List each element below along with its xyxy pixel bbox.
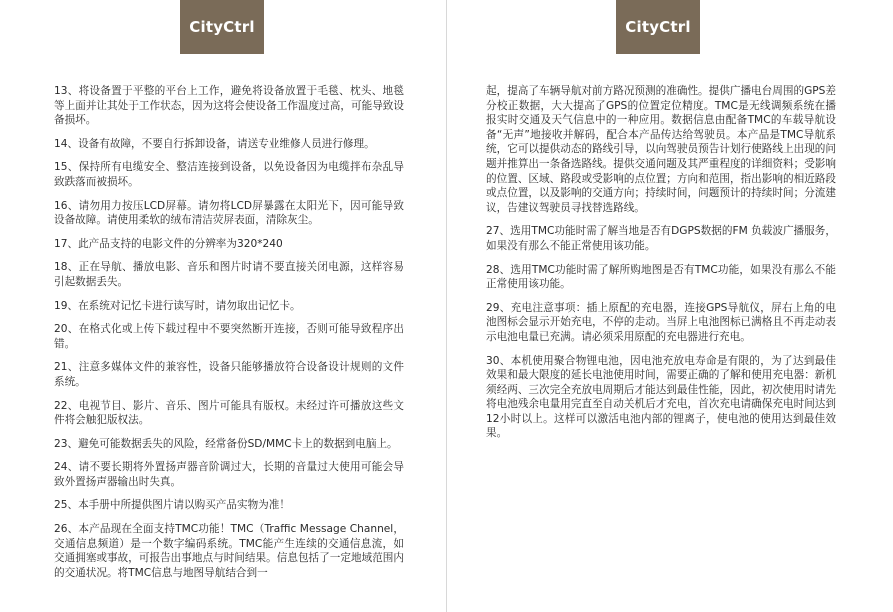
brand-logo-right: [616, 0, 700, 54]
note-26-continued: 起，提高了车辆导航对前方路况预测的准确性。提供广播电台周围的GPS差分校正数据，大大提高了GPS的位置定位精度。TMC是无线调频系统在播报实时交通及天气信息中的一种应用。数据信息由配备TMC的车载导航设备“无声”地接收并解码，配合本产品传达给驾驶员。本产品是TMC导航系统，它可以提供动态的路线引导，以向驾驶员预告计划行使路线上出现的问题并推算出一条备选路线。提供交通问题及其严重程度的详细资料；受影响的位置、区域、路段或受影响的点位置；方向和范围，指出影响的相近路段或点位置，以及影响的交通方向；持续时间，问题预计的持续时间；分流建议，告建议驾驶员寻找替选路线。: [486, 85, 836, 214]
note-23: 23、避免可能数据丢失的风险，经常备份SD/MMC卡上的数据到电脑上。: [54, 437, 398, 450]
page-fold-divider: [446, 0, 447, 612]
note-16: 16、请勿用力按压LCD屏幕。请勿将LCD屏暴露在太阳光下，因可能导致设备故障。请使用柔软的绒布清洁荧屏表面，清除灰尘。: [54, 199, 404, 227]
note-18: 18、正在导航、播放电影、音乐和图片时请不要直接关闭电源，这样容易引起数据丢失。: [54, 261, 404, 288]
note-27: 27、选用TMC功能时需了解当地是否有DGPS数据的FM 负载波广播服务，如果没有那么不能正常使用该功能。: [486, 225, 836, 252]
note-20: 20、在格式化或上传下载过程中不要突然断开连接，否则可能导致程序出错。: [54, 323, 404, 350]
note-26: 26、本产品现在全面支持TMC功能！TMC（Traffic Message Channel，交通信息频道）是一个数字编码系统。TMC能产生连续的交通信息流，如交通拥塞或事故，可报告出事地点与时间结果。信息包括了一定地域范围内的交通状况。将TMC信息与地图导航结合到一: [54, 523, 404, 579]
note-15: 15、保持所有电缆安全、整洁连接到设备，以免设备因为电缆拌布杂乱导致跌落而被损坏。: [54, 161, 404, 188]
note-17: 17、此产品支持的电影文件的分辨率为320*240: [54, 237, 283, 250]
note-22: 22、电视节目、影片、音乐、图片可能具有版权。未经过许可播放这些文件将会触犯版权法。: [54, 399, 404, 427]
note-25: 25、本手册中所提供图片请以购买产品实物为准！: [54, 499, 290, 512]
brand-logo-text: CityCtrl: [189, 18, 255, 36]
note-28: 28、选用TMC功能时需了解所购地图是否有TMC功能，如果没有那么不能正常使用该功能。: [486, 263, 836, 291]
right-page-text: [486, 84, 836, 450]
brand-logo-text: CityCtrl: [625, 18, 691, 36]
note-30: 30、本机使用聚合物锂电池，因电池充放电寿命是有限的，为了达到最佳效果和最大限度的延长电池使用时间，需要正确的了解和使用充电器：新机须经两、三次完全充放电周期后才能达到最佳性能，因此，初次使用时请先将电池残余电量用完直至自动关机后才充电，首次充电请确保充电时间达到12小时以上。这样可以激活电池内部的锂离子，使电池的使用达到最佳效果。: [486, 354, 836, 440]
note-14: 14、设备有故障，不要自行拆卸设备，请送专业维修人员进行修理。: [54, 137, 375, 150]
note-21: 21、注意多媒体文件的兼容性，设备只能够播放符合设备设计规则的文件系统。: [54, 361, 404, 388]
left-page-text: [54, 84, 404, 580]
note-24: 24、请不要长期将外置扬声器音阶调过大，长期的音量过大使用可能会导致外置扬声器输出时失真。: [54, 461, 404, 488]
note-29: 29、充电注意事项：插上原配的充电器，连接GPS导航仪，屏右上角的电池图标会显示开始充电，不停的走动。当屏上电池图标已满格且不再走动表示电池电量已充满。请必须采用原配的充电器进行充电。: [486, 301, 836, 343]
brand-logo-left: [180, 0, 264, 54]
note-19: 19、在系统对记忆卡进行读写时，请勿取出记忆卡。: [54, 299, 301, 312]
note-13: 13、将设备置于平整的平台上工作，避免将设备放置于毛毯、枕头、地毯等上面并让其处于工作状态，因为这将会使设备工作温度过高，可能导致设备损坏。: [54, 85, 404, 127]
